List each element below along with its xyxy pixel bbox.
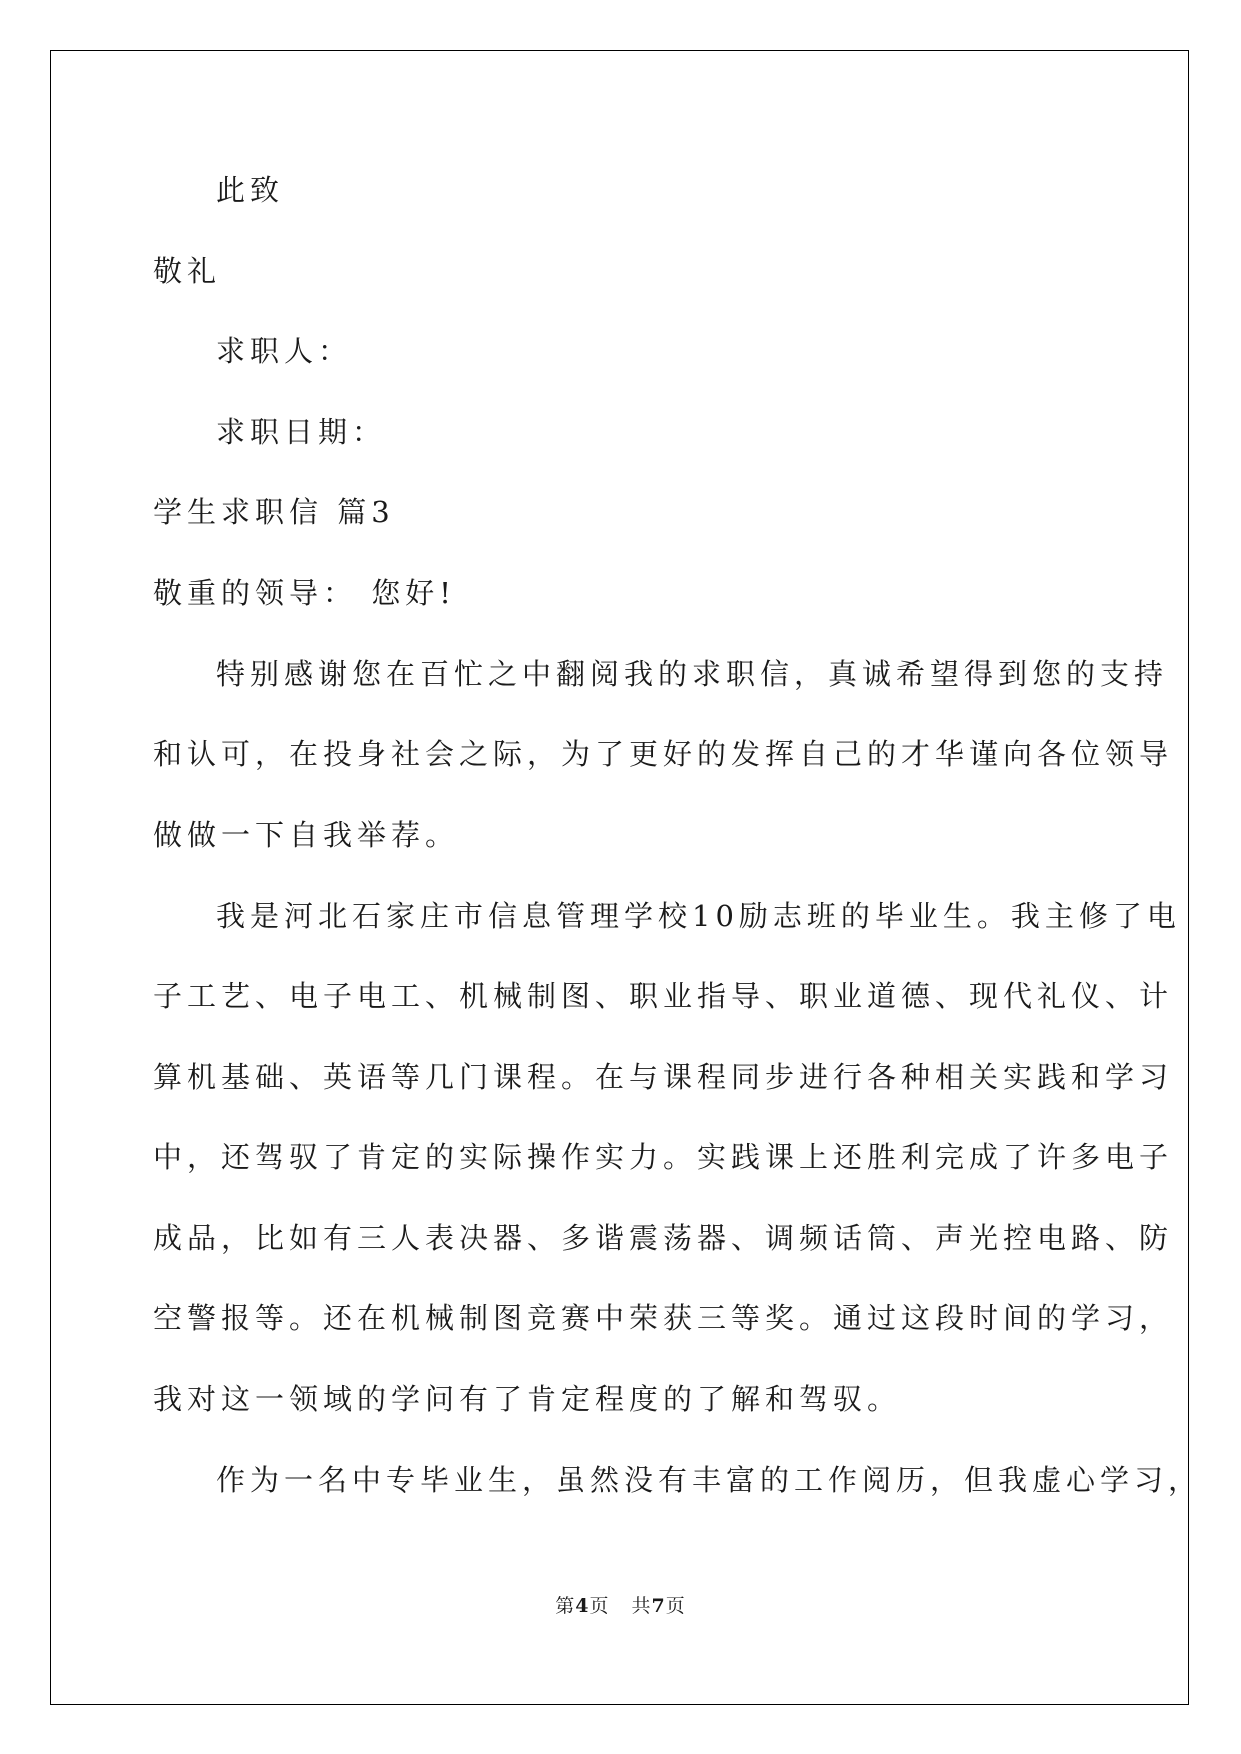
- closing-line-1: 此致: [216, 173, 285, 207]
- paragraph-2-line: 子工艺、电子电工、机械制图、职业指导、职业道德、现代礼仪、计: [153, 979, 1174, 1013]
- date-label: 求职日期：: [216, 415, 387, 449]
- paragraph-2-line: 空警报等。还在机械制图竞赛中荣获三等奖。通过这段时间的学习，: [153, 1301, 1174, 1335]
- total-prefix: 共: [631, 1595, 652, 1617]
- paragraph-1-line: 做做一下自我举荐。: [153, 818, 460, 852]
- page-suffix: 页: [589, 1595, 610, 1617]
- greeting: 敬重的领导： 您好!: [153, 576, 456, 610]
- paragraph-2-line: 算机基础、英语等几门课程。在与课程同步进行各种相关实践和学习: [153, 1060, 1174, 1094]
- section-title: 学生求职信 篇3: [153, 495, 395, 529]
- page-border: [50, 50, 1189, 1705]
- paragraph-3-line: 作为一名中专毕业生，虽然没有丰富的工作阅历，但我虚心学习，: [216, 1463, 1203, 1497]
- closing-line-2: 敬礼: [153, 254, 222, 288]
- paragraph-2-line: 我对这一领域的学问有了肯定程度的了解和驾驭。: [153, 1382, 902, 1416]
- total-suffix: 页: [665, 1595, 686, 1617]
- paragraph-2-line: 我是河北石家庄市信息管理学校10励志班的毕业生。我主修了电: [216, 899, 1181, 933]
- paragraph-1-line: 特别感谢您在百忙之中翻阅我的求职信，真诚希望得到您的支持: [216, 657, 1169, 691]
- page-footer: [0, 1593, 1241, 1619]
- paragraph-2-line: 成品，比如有三人表决器、多谐震荡器、调频话筒、声光控电路、防: [153, 1221, 1174, 1255]
- page-number: 4: [575, 1595, 590, 1617]
- paragraph-2-line: 中，还驾驭了肯定的实际操作实力。实践课上还胜利完成了许多电子: [153, 1140, 1174, 1174]
- paragraph-1-line: 和认可，在投身社会之际，为了更好的发挥自己的才华谨向各位领导: [153, 737, 1174, 771]
- page-prefix: 第: [555, 1595, 576, 1617]
- applicant-label: 求职人：: [216, 334, 353, 368]
- total-pages: 7: [651, 1595, 666, 1617]
